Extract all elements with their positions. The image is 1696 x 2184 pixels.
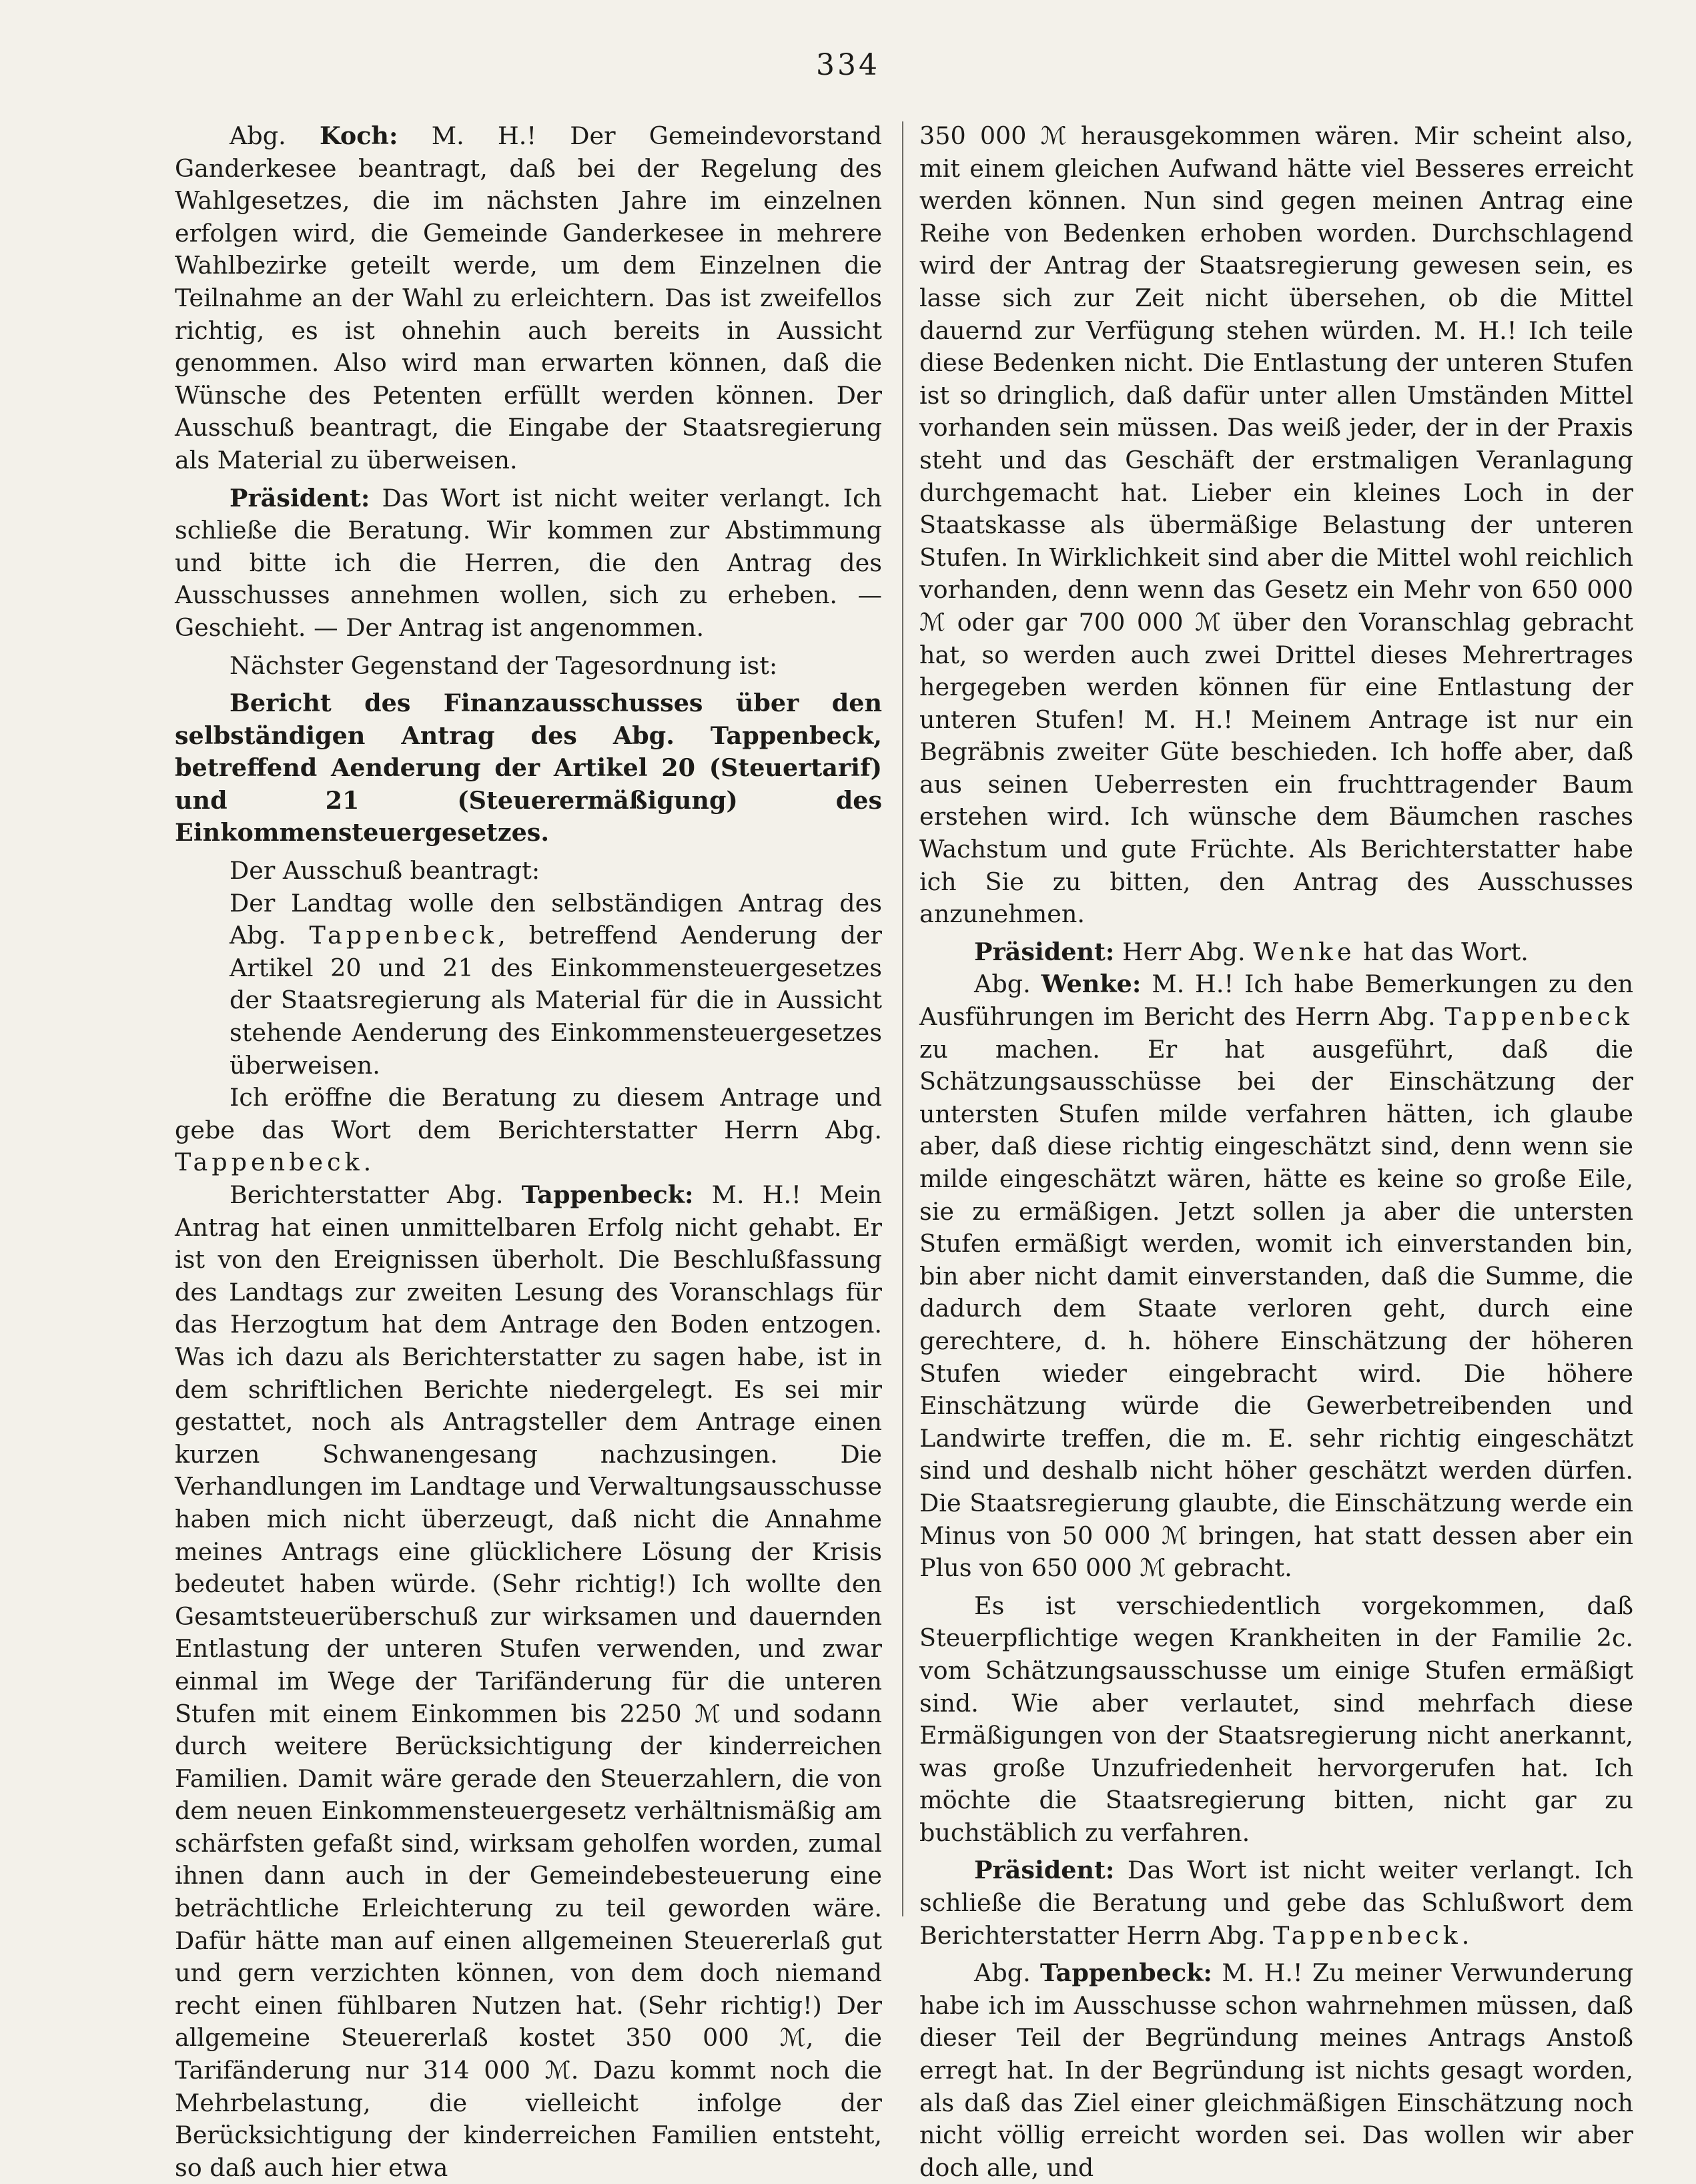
paragraph-president-2 xyxy=(919,936,1633,969)
speech-text: Das Wort ist nicht weiter verlangt. Ich schließe die Beratung und gebe das Schlußwort dem Berichterstatter Herrn Abg. xyxy=(919,1856,1633,1950)
speech-text: . xyxy=(363,1148,372,1177)
speaker-name: Tappenbeck: xyxy=(521,1180,694,1209)
proposal-text: , betreffend Aenderung der Artikel 20 und 21 des Einkommensteuergesetzes der Staatsregierung als Material für die in Aussicht stehende Aenderung des Einkommensteuergesetzes überweisen. xyxy=(230,921,883,1080)
speaker-name: Koch: xyxy=(319,121,398,150)
member-name: Tappenbeck xyxy=(175,1148,364,1177)
paragraph-president-1 xyxy=(175,482,882,645)
speaker-name: Präsident: xyxy=(230,483,370,512)
paragraph-opening xyxy=(175,1082,882,1179)
paragraph-wenke-2: Es ist verschiedentlich vorgekommen, daß Steuerpflichtige wegen Krankheiten in der Familie 2c. vom Schätzungsausschusse um einige Stufen ermäßigt sind. Wie aber verlautet, sind mehrfach diese Ermäßigungen von der Staatsregierung nicht anerkannt, was große Unzufriedenheit hervorgerufen hat. Ich möchte die Staatsregierung bitten, nicht gar zu buchstäblich zu verfahren. xyxy=(919,1591,1633,1847)
page-number: 334 xyxy=(816,48,880,82)
speaker-name: Tappenbeck: xyxy=(1040,1958,1212,1988)
column-divider xyxy=(902,121,903,1916)
agenda-heading: Bericht des Finanzausschusses über den selbständigen Antrag des Abg. Tappenbeck, betreffend Aenderung der Artikel 20 (Steuertarif) und 21 (Steuerermäßigung) des Einkommensteuergesetzes. xyxy=(175,689,882,847)
committee-proposal-intro: Der Ausschuß beantragt: xyxy=(230,856,540,885)
speech-text: Das Wort ist nicht weiter verlangt. Ich schließe die Beratung. Wir kommen zur Abstimmung und bitte ich die Herren, die den Antrag des Ausschusses annehmen wollen, sich zu erheben. — Geschieht. — Der Antrag ist angenommen. xyxy=(175,483,882,642)
speech-text: M. H.! Der Gemeindevorstand Ganderkesee beantragt, daß bei der Regelung des Wahlgesetzes, die im nächsten Jahre im einzelnen erfolgen wird, die Gemeinde Ganderkesee in mehrere Wahlbezirke geteilt werde, um dem Einzelnen die Teilnahme an der Wahl zu erleichtern. Das ist zweifellos richtig, es ist ohnehin auch bereits in Aussicht genommen. Also wird man erwarten können, daß die Wünsche des Petenten erfüllt werden können. Der Ausschuß beantragt, die Eingabe der Staatsregierung als Material zu überweisen. xyxy=(175,121,882,474)
paragraph-wenke xyxy=(919,968,1633,1584)
paragraph-koch xyxy=(175,120,882,477)
member-name: Tappenbeck xyxy=(1444,1002,1633,1032)
speech-text: M. H.! Ich habe Bemerkungen zu den Ausführungen im Bericht des Herrn Abg. xyxy=(919,970,1633,1032)
speaker-title: Abg. xyxy=(974,970,1041,999)
speaker-title: Berichterstatter Abg. xyxy=(230,1180,522,1209)
member-name: Tappenbeck xyxy=(1273,1920,1462,1950)
committee-proposal xyxy=(175,887,882,1082)
member-name: Wenke xyxy=(1253,937,1356,966)
speech-text: M. H.! Mein Antrag hat einen unmittelbaren Erfolg nicht gehabt. Er ist von den Ereignissen überholt. Die Beschlußfassung des Landtags zur zweiten Lesung des Voranschlags für das Herzogtum hat dem Antrage den Boden entzogen. Was ich dazu als Berichterstatter zu sagen habe, ist in dem schriftlichen Berichte niedergelegt. Es sei mir gestattet, noch als Antragsteller dem Antrage einen kurzen Schwanengesang nachzusingen. Die Verhandlungen im Landtage und Verwaltungsausschusse haben mich nicht überzeugt, daß nicht die Annahme meines Antrags eine glücklichere Lösung der Krisis bedeutet haben würde. (Sehr richtig!) Ich wollte den Gesamtsteuerüberschuß zur wirksamen und dauernden Entlastung der unteren Stufen verwenden, und zwar einmal im Wege der Tarifänderung für die unteren Stufen mit einem Einkommen bis 2250 ℳ und sodann durch weitere Berücksichtigung der kinderreichen Familien. Damit wäre gerade den Steuerzahlern, die von dem neuen Einkommensteuergesetz verhältnismäßig am schärfsten gefaßt sind, wirksam geholfen worden, zumal ihnen dann auch in der Gemeindebesteuerung eine beträchtliche Erleichterung zu teil geworden wäre. Dafür hätte man auf einen allgemeinen Steuererlaß gut und gern verzichten können, von dem doch niemand recht einen fühlbaren Nutzen hat. (Sehr richtig!) Der allgemeine Steuererlaß kostet 350 000 ℳ, die Tarifänderung nur 314 000 ℳ. Dazu kommt noch die Mehrbelastung, die vielleicht infolge der Berücksichtigung der kinderreichen Familien entsteht, so daß auch hier etwa xyxy=(175,1180,883,2182)
speaker-name: Präsident: xyxy=(974,937,1115,966)
left-column xyxy=(175,120,882,2184)
agenda-intro: Nächster Gegenstand der Tagesordnung ist: xyxy=(230,651,778,680)
speech-text: Ich eröffne die Beratung zu diesem Antrage und gebe das Wort dem Berichterstatter Herrn Abg. xyxy=(175,1083,882,1144)
paragraph-president-3 xyxy=(919,1854,1633,1952)
paragraph-tappenbeck-1 xyxy=(175,1179,882,2184)
member-name: Tappenbeck xyxy=(309,921,498,950)
speaker-title: Abg. xyxy=(974,1958,1041,1988)
paragraph-tappenbeck-2 xyxy=(919,1957,1633,2184)
right-column xyxy=(919,120,1633,2184)
speech-text: Herr Abg. xyxy=(1114,937,1254,966)
speaker-name: Präsident: xyxy=(974,1856,1115,1885)
speaker-title: Abg. xyxy=(230,121,320,150)
speech-text: hat das Wort. xyxy=(1355,937,1529,966)
speech-text: . xyxy=(1461,1920,1470,1950)
speech-text: M. H.! Zu meiner Verwunderung habe ich im Ausschusse schon wahrnehmen müssen, daß dieser Teil der Begründung meines Antrags Anstoß erregt hat. In der Begründung ist nichts gesagt worden, als daß das Ziel einer gleichmäßigen Einschätzung noch nicht völlig erreicht worden sei. Das wollen wir aber doch alle, und xyxy=(919,1958,1633,2182)
speech-text: zu machen. Er hat ausgeführt, daß die Schätzungsausschüsse bei der Einschätzung der untersten Stufen milde verfahren hätten, ich glaube aber, daß diese richtig eingeschätzt sind, denn wenn sie milde eingeschätzt wären, hätte es keine so große Eile, sie zu ermäßigen. Jetzt sollen ja aber die untersten Stufen ermäßigt werden, womit ich einverstanden bin, bin aber nicht damit einverstanden, daß die Summe, die dadurch dem Staate verloren geht, durch eine gerechtere, d. h. höhere Einschätzung der höheren Stufen wieder eingebracht wird. Die höhere Einschätzung würde die Gewerbetreibenden und Landwirte treffen, die m. E. sehr richtig eingeschätzt sind und deshalb nicht höher geschätzt werden dürfen. Die Staatsregierung glaubte, die Einschätzung werde ein Minus von 50 000 ℳ bringen, hat statt dessen aber ein Plus von 650 000 ℳ gebracht. xyxy=(919,1034,1633,1583)
paragraph-continuation: 350 000 ℳ herausgekommen wären. Mir scheint also, mit einem gleichen Aufwand hätte viel Besseres erreicht werden können. Nun sind gegen meinen Antrag eine Reihe von Bedenken erhoben worden. Durchschlagend wird der Antrag der Staatsregierung gewesen sein, es lasse sich zur Zeit nicht übersehen, ob die Mittel dauernd zur Verfügung stehen würden. M. H.! Ich teile diese Bedenken nicht. Die Entlastung der unteren Stufen ist so dringlich, daß dafür unter allen Umständen Mittel vorhanden sein müssen. Das weiß jeder, der in der Praxis steht und das Geschäft der erstmaligen Veranlagung durchgemacht hat. Lieber ein kleines Loch in der Staatskasse als übermäßige Belastung der unteren Stufen. In Wirklichkeit sind aber die Mittel wohl reichlich vorhanden, denn wenn das Gesetz ein Mehr von 650 000 ℳ oder gar 700 000 ℳ über den Voranschlag gebracht hat, so werden auch zwei Drittel dieses Mehrertrages hergegeben werden können für eine Entlastung der unteren Stufen! M. H.! Meinem Antrage ist nur ein Begräbnis zweiter Güte beschieden. Ich hoffe aber, daß aus seinen Ueberresten ein fruchttragender Baum erstehen wird. Ich wünsche dem Bäumchen rasches Wachstum und gute Früchte. Als Berichterstatter habe ich Sie zu bitten, den Antrag des Ausschusses anzunehmen. xyxy=(919,121,1633,929)
proposal-text: Der Landtag wolle den selbständigen Antrag des Abg. xyxy=(230,888,882,950)
speaker-name: Wenke: xyxy=(1041,970,1142,999)
